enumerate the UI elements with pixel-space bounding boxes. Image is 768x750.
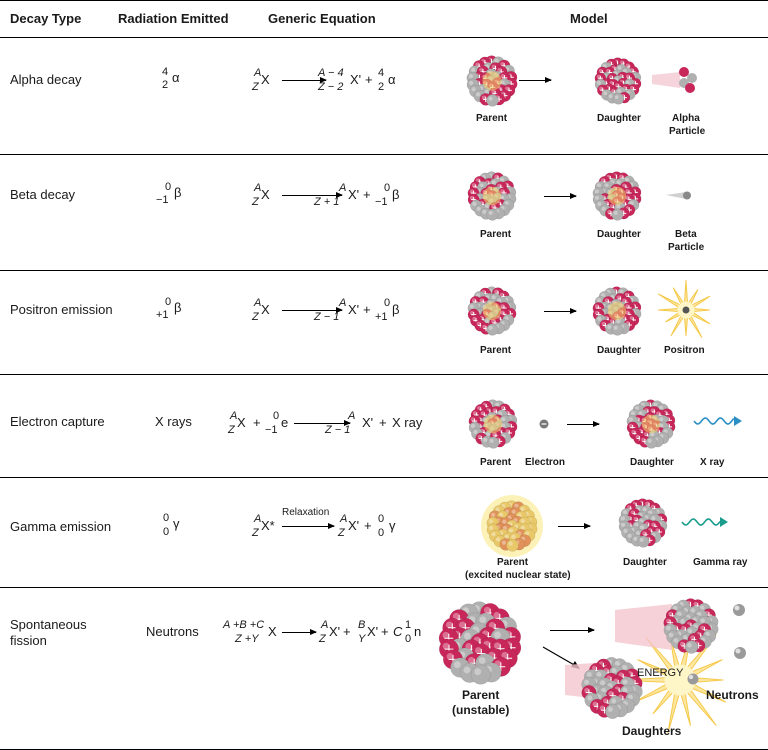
eq-plus: + [363, 187, 371, 202]
eq-n: n [414, 624, 422, 639]
eq-beta: β [392, 302, 400, 317]
eq-Z: Z [319, 633, 326, 645]
label-positron: Positron [664, 345, 705, 356]
eq-A: A [254, 67, 262, 79]
eq-A-B-C: A +B +C [223, 619, 265, 631]
eq-2: 2 [378, 81, 385, 93]
label-gamma-ray: Gamma ray [693, 557, 748, 568]
mass-number: 0 [165, 296, 172, 308]
label-parent: Parent [480, 457, 512, 468]
label-daughters: Daughters [622, 724, 682, 738]
eq-X-prime: X' [367, 624, 379, 639]
eq-X-prime: X' [348, 187, 360, 202]
label-particle: Particle [668, 242, 705, 253]
eq-plus: + [381, 624, 389, 639]
eq-0: 0 [384, 182, 391, 194]
parent-nucleus-unstable [439, 602, 521, 685]
eq-Z: Z [252, 196, 259, 208]
eq-X-prime: X' [348, 302, 360, 317]
label-daughter: Daughter [623, 557, 667, 568]
label-parent: Parent [497, 557, 529, 568]
eq-4: 4 [378, 67, 385, 79]
eq-A: A [321, 619, 329, 631]
eq-X: X [261, 72, 270, 87]
eq-gamma: γ [389, 518, 396, 533]
daughter-nucleus-bottom [582, 657, 643, 718]
eq-plus: + [343, 624, 351, 639]
motion-trail-top [615, 604, 672, 650]
eq-0: 0 [378, 527, 385, 539]
label-parent: Parent [462, 688, 500, 702]
eq-0: 0 [384, 297, 391, 309]
eq-minus-1: −1 [265, 424, 278, 436]
label-particle: Particle [669, 126, 706, 137]
eq-plus: + [253, 415, 261, 430]
label-daughter: Daughter [597, 113, 641, 124]
header-model: Model [570, 11, 608, 26]
eq-Z-Y: Z +Y [235, 633, 259, 645]
decay-type-gamma: Gamma emission [10, 519, 112, 534]
atomic-number: −1 [156, 194, 169, 206]
atomic-number: 0 [163, 526, 170, 538]
decay-type-fission-line1: Spontaneous [10, 617, 87, 632]
daughter-nucleus-top [664, 598, 719, 653]
eq-X-prime: X' [348, 518, 360, 533]
label-parent: Parent [476, 113, 508, 124]
eq-X: X [268, 624, 277, 639]
eq-A: A [339, 182, 347, 194]
decay-type-positron: Positron emission [10, 302, 113, 317]
label-beta: Beta [675, 229, 697, 240]
relaxation-label: Relaxation [282, 507, 330, 518]
eq-C: C [393, 624, 403, 639]
label-daughter: Daughter [597, 345, 641, 356]
eq-A: A [340, 513, 348, 525]
eq-Z: Z [252, 527, 259, 539]
radiation-neutrons: Neutrons [146, 624, 199, 639]
eq-plus: + [364, 518, 372, 533]
eq-X-prime: X' [329, 624, 341, 639]
eq-1: 1 [405, 619, 412, 631]
eq-A: A [254, 182, 262, 194]
eq-Z: Z [338, 527, 345, 539]
eq-X-prime: X' [362, 415, 374, 430]
eq-A-minus-4: A − 4 [318, 67, 344, 79]
eq-0: 0 [273, 410, 280, 422]
eq-Z: Z [228, 424, 235, 436]
eq-Z-plus-1: Z + 1 [314, 196, 340, 208]
eq-Z: Z [252, 311, 259, 323]
eq-0: 0 [405, 633, 412, 645]
eq-Y: Y [358, 633, 366, 645]
alpha-symbol: α [172, 70, 180, 85]
eq-alpha: α [388, 72, 396, 87]
label-daughter: Daughter [597, 229, 641, 240]
label-x-ray: X ray [700, 457, 725, 468]
neutron-icon [733, 604, 745, 616]
label-neutrons: Neutrons [706, 688, 759, 702]
label-unstable: (unstable) [452, 703, 510, 717]
eq-Z: Z [252, 81, 259, 93]
eq-X: X [237, 415, 246, 430]
eq-x-ray: X ray [392, 415, 423, 430]
label-parent: Parent [480, 229, 512, 240]
decay-type-fission-line2: fission [10, 633, 47, 648]
mass-number: 0 [165, 181, 172, 193]
eq-beta: β [392, 187, 400, 202]
radiation-x-rays: X rays [155, 414, 192, 429]
eq-A: A [254, 513, 262, 525]
decay-type-electron-capture: Electron capture [10, 414, 105, 429]
atomic-number: 2 [162, 79, 169, 91]
eq-B: B [358, 619, 366, 631]
atomic-number: +1 [156, 309, 169, 321]
eq-0: 0 [378, 513, 385, 525]
eq-minus-1: −1 [375, 196, 388, 208]
eq-X: X [261, 187, 270, 202]
header-decay-type: Decay Type [10, 11, 82, 26]
label-parent: Parent [480, 345, 512, 356]
gamma-symbol: γ [173, 516, 180, 531]
eq-X-star: X* [261, 518, 275, 533]
eq-X: X [261, 302, 270, 317]
eq-A: A [348, 410, 356, 422]
eq-e: e [281, 415, 289, 430]
label-alpha: Alpha [672, 113, 700, 124]
beta-symbol: β [174, 185, 182, 200]
label-electron: Electron [525, 457, 566, 468]
decay-type-beta: Beta decay [10, 187, 76, 202]
header-equation: Generic Equation [268, 11, 376, 26]
label-excited-state: (excited nuclear state) [465, 570, 571, 581]
eq-Z-minus-2: Z − 2 [318, 81, 344, 93]
decay-type-alpha: Alpha decay [10, 72, 82, 87]
eq-Z-minus-1: Z − 1 [314, 311, 340, 323]
mass-number: 0 [163, 512, 170, 524]
eq-A: A [339, 297, 347, 309]
header-radiation: Radiation Emitted [118, 11, 229, 26]
eq-A: A [230, 410, 238, 422]
eq-Z-minus-1: Z − 1 [325, 424, 351, 436]
beta-symbol: β [174, 300, 182, 315]
eq-plus: + [379, 415, 387, 430]
eq-plus: + [363, 302, 371, 317]
eq-plus-1: +1 [375, 311, 388, 323]
label-daughter: Daughter [630, 457, 674, 468]
eq-A: A [254, 297, 262, 309]
mass-number: 4 [162, 66, 169, 78]
eq-plus: + [365, 72, 373, 87]
neutron-icon [688, 674, 699, 685]
label-energy: ENERGY [637, 667, 684, 679]
eq-X-prime: X' [350, 72, 362, 87]
neutron-icon [734, 647, 746, 659]
